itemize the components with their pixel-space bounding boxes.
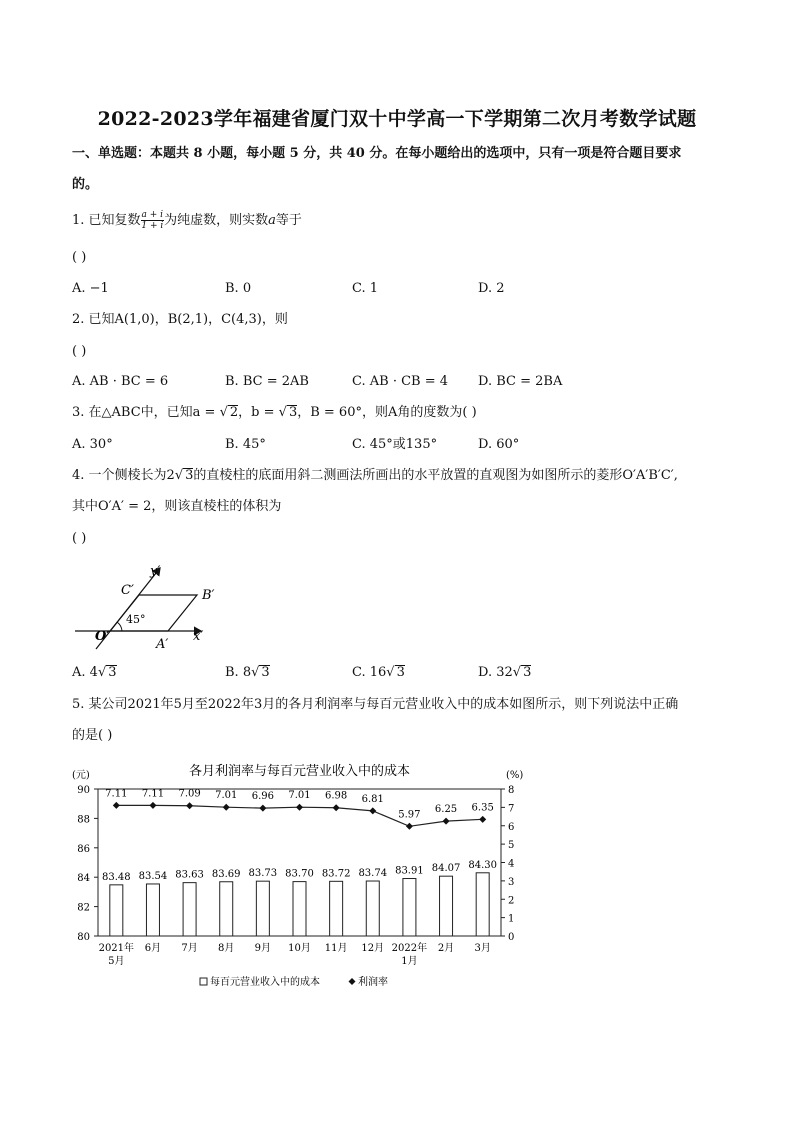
left-tick-label: 88 [77,814,90,826]
q1-option-c: C. 1 [352,281,379,296]
cost-bar [220,882,233,936]
q2-option-b: B. BC = 2AB [225,374,309,389]
right-tick-label: 7 [508,803,515,815]
q4-option-c: C. 16√ 3 [352,665,405,680]
rhombus-figure [70,558,230,658]
label-angle: 45° [126,613,146,626]
profit-rate-label: 7.01 [215,790,238,802]
cost-bar [330,881,343,936]
cost-bar-label: 83.70 [285,868,314,880]
q2-option-d: D. BC = 2BA [478,374,563,389]
question-2-stem: 2. 已知A(1,0)，B(2,1)，C(4,3)，则 [72,312,288,327]
x-tick-label: 2021年 [98,943,135,954]
x-tick-label: 5月 [108,956,125,967]
left-tick-label: 90 [77,785,90,796]
label-c: C′ [121,583,134,598]
x-tick-label: 10月 [288,943,311,954]
question-5-stem: 5. 某公司2021年5月至2022年3月的各月利润率与每百元营业收入中的成本如图所示，则下列说法中正确 [72,697,679,712]
cost-bar-label: 83.91 [395,865,424,877]
q2-option-a: A. AB · BC = 6 [72,374,169,389]
right-tick-label: 0 [508,932,515,943]
question-4-stem-cont: 其中O′A′ = 2，则该直棱柱的体积为 [72,499,282,514]
legend-bar-swatch [200,978,207,985]
cost-bar [440,876,453,936]
q4-option-d: D. 32√ 3 [478,665,532,680]
cost-bar-label: 84.07 [431,863,461,875]
label-a: A′ [156,637,169,652]
label-b: B′ [202,588,215,603]
profit-rate-point [113,802,120,809]
x-tick-label: 6月 [144,943,162,954]
label-y: y′ [150,564,161,579]
cost-bar-label: 83.48 [101,871,131,883]
question-5-stem-cont: 的是( ) [72,728,113,743]
cost-bar [146,884,159,936]
right-tick-label: 1 [508,913,515,925]
right-tick-label: 2 [508,895,515,907]
profit-rate-point [149,802,156,809]
chart-title: 各月利润率与每百元营业收入中的成本 [188,764,411,779]
profit-rate-label: 6.81 [361,793,384,805]
cost-bar [183,883,196,936]
angle-arc [117,622,122,631]
q1-option-a: A. −1 [72,281,109,296]
question-4-stem: 4. 一个侧棱长为2√ 3的直棱柱的底面用斜二测画法所画出的水平放置的直观图为如图所示的菱形O′A′B′C′, [72,468,678,483]
cost-bar-label: 83.54 [138,870,168,882]
profit-rate-point [259,805,266,812]
right-tick-label: 5 [508,840,515,852]
cost-bar [293,882,306,936]
profit-rate-label: 7.01 [288,790,311,802]
right-axis-unit: (%) [506,770,524,781]
x-tick-label: 8月 [218,943,235,954]
profit-rate-point [479,816,486,823]
left-tick-label: 84 [77,873,90,885]
q3-option-a: A. 30° [72,437,113,452]
x-tick-label: 3月 [474,943,491,954]
q1-option-b: B. 0 [225,281,252,296]
left-tick-label: 82 [77,902,90,914]
cost-bar [366,881,379,936]
legend-line-swatch [349,978,356,985]
cost-bar-label: 83.73 [248,868,278,880]
x-tick-label: 2月 [437,943,455,954]
x-tick-label: 2022年 [391,943,428,954]
right-tick-label: 6 [508,821,515,833]
answer-paren: ( ) [72,531,87,546]
left-tick-label: 86 [77,843,90,855]
page-title: 2022-2023学年福建省厦门双十中学高一下学期第二次月考数学试题 [97,108,697,130]
answer-paren: ( ) [72,344,87,359]
profit-rate-label: 6.25 [434,804,458,816]
q2-option-c: C. AB · CB = 4 [352,374,449,389]
cost-bar [403,879,416,936]
q4-option-a: A. 4√ 3 [72,665,117,680]
profit-rate-point [443,818,450,825]
profit-rate-point [296,804,303,811]
cost-bar [110,885,123,936]
q3-option-c: C. 45°或135° [352,437,438,452]
q1-option-d: D. 2 [478,281,505,296]
right-tick-label: 8 [508,785,515,796]
cost-bar-label: 83.72 [321,868,351,880]
profit-rate-point [333,804,340,811]
profit-rate-point [186,802,193,809]
profit-rate-label: 7.11 [105,788,128,800]
profit-rate-label: 7.11 [141,788,165,800]
legend-bar-label: 每百元营业收入中的成本 [210,977,320,988]
profit-rate-label: 6.98 [325,790,348,802]
left-axis-unit: (元) [72,770,90,781]
rhombus [110,595,197,631]
cost-bar-label: 84.30 [468,859,498,871]
label-x: x′ [193,629,204,644]
right-tick-label: 4 [508,858,515,870]
right-tick-label: 3 [508,876,515,888]
x-tick-label: 9月 [254,943,272,954]
section-heading: 一、单选题：本题共 8 小题，每小题 5 分，共 40 分。在每小题给出的选项中，只有一项是符合题目要求 [72,146,682,161]
answer-paren: ( ) [72,250,87,265]
q4-option-b: B. 8√ 3 [225,665,270,680]
cost-bar [476,873,489,936]
fraction: $\frac{a + i}{1 + i}$ [141,210,164,231]
profit-rate-label: 5.97 [398,809,421,821]
profit-rate-point [369,807,376,814]
question-3-stem: 3. 在△ABC中，已知a = √ 2，b = √ 3，B = 60°，则A角的度数为( ) [72,405,477,420]
x-tick-label: 11月 [324,943,348,954]
x-tick-label: 1月 [401,956,418,967]
legend-line-label: 利润率 [358,977,388,988]
cost-bar-label: 83.63 [175,869,204,881]
cost-bar [256,881,269,936]
q3-option-b: B. 45° [225,437,266,452]
x-tick-label: 12月 [361,943,385,954]
left-tick-label: 80 [77,932,90,943]
section-heading-cont: 的。 [72,177,99,192]
question-1-stem: 1. 已知复数 $\frac{a + i}{1 + i}$ 为纯虚数，则实数a等于 [72,210,302,231]
cost-bar-label: 83.69 [211,868,241,880]
profit-rate-label: 6.96 [251,791,274,803]
profit-rate-point [406,823,413,830]
profit-rate-point [223,804,230,811]
q3-option-d: D. 60° [478,437,520,452]
profit-cost-chart [60,758,540,994]
label-o: O′ [95,629,110,644]
x-tick-label: 7月 [181,943,198,954]
cost-bar-label: 83.74 [358,868,388,880]
profit-rate-label: 6.35 [471,802,494,814]
profit-rate-label: 7.09 [178,788,201,800]
